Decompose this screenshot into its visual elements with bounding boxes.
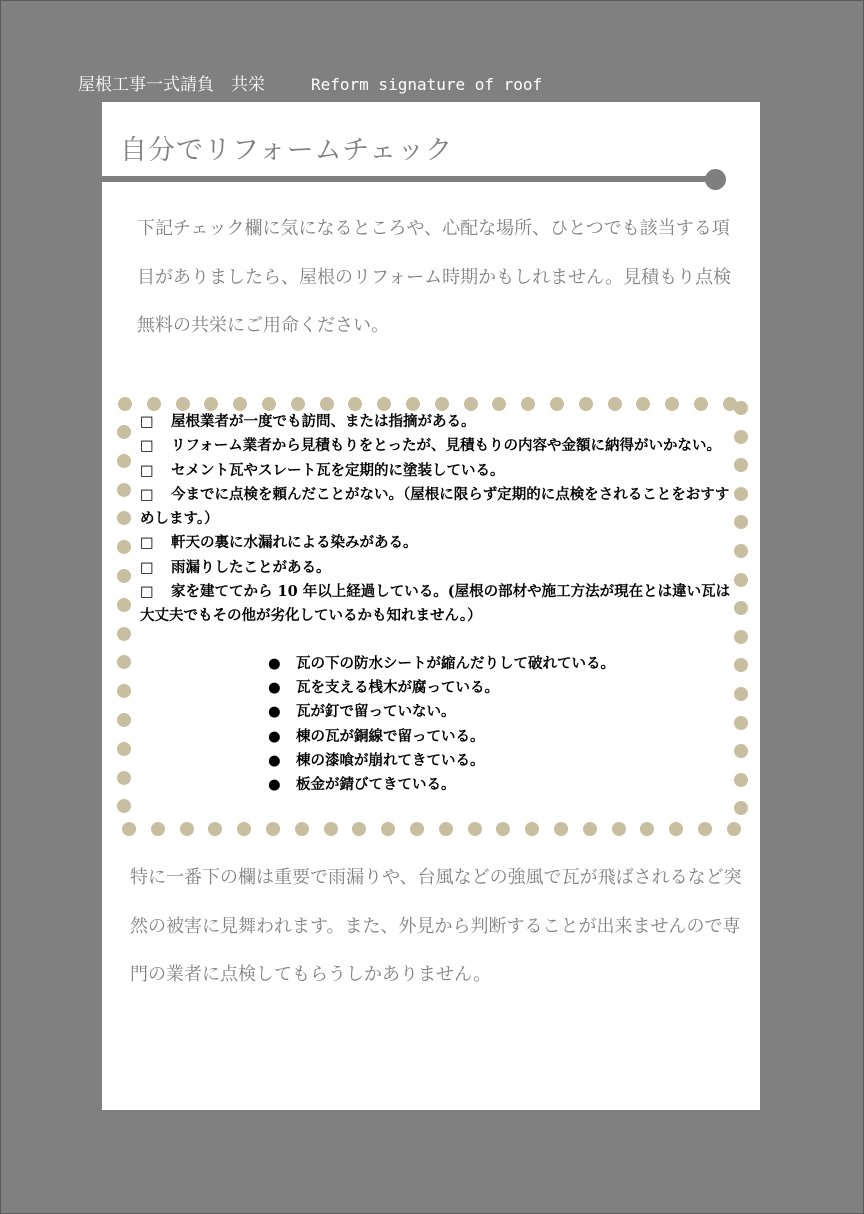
checklist-item xyxy=(140,531,732,555)
border-dot xyxy=(118,397,132,411)
header-subtitle: Reform signature of roof xyxy=(311,75,543,94)
border-dot xyxy=(698,822,712,836)
checklist xyxy=(140,410,732,629)
border-dot xyxy=(117,425,131,439)
checklist-item xyxy=(140,580,732,629)
bullet-item xyxy=(268,652,615,676)
bullet-item-text: 棟の瓦が銅線で留っている。 xyxy=(296,727,485,745)
checkbox-icon: □ xyxy=(140,534,154,552)
bullet-icon: ● xyxy=(268,727,281,745)
border-dot xyxy=(117,454,131,468)
bullet-item xyxy=(268,749,615,773)
border-dot xyxy=(122,822,136,836)
checklist-item xyxy=(140,410,732,434)
border-dot xyxy=(734,630,748,644)
border-dot xyxy=(320,397,334,411)
border-dot xyxy=(612,822,626,836)
border-dot xyxy=(468,822,482,836)
border-dot xyxy=(464,397,478,411)
border-dot xyxy=(117,713,131,727)
bullet-item xyxy=(268,700,615,724)
bullet-icon: ● xyxy=(268,776,281,794)
bullet-list xyxy=(268,652,615,797)
checkbox-icon: □ xyxy=(140,485,154,503)
border-dot xyxy=(180,822,194,836)
border-dot xyxy=(734,687,748,701)
border-dot xyxy=(262,397,276,411)
checklist-item xyxy=(140,556,732,580)
border-dot xyxy=(608,397,622,411)
border-dot xyxy=(734,716,748,730)
border-dot xyxy=(734,773,748,787)
border-dot xyxy=(550,397,564,411)
border-dot xyxy=(117,742,131,756)
border-dot xyxy=(291,397,305,411)
border-dot xyxy=(694,397,708,411)
border-dot xyxy=(117,627,131,641)
bullet-item xyxy=(268,676,615,700)
checklist-item-text: 屋根業者が一度でも訪問、または指摘がある。 xyxy=(171,413,476,430)
checklist-item-text: 軒天の裏に水漏れによる染みがある。 xyxy=(171,534,418,552)
border-dot xyxy=(439,822,453,836)
page-title: 自分でリフォームチェック xyxy=(120,135,454,166)
border-dot xyxy=(117,771,131,785)
border-dot xyxy=(579,397,593,411)
bullet-item-text: 瓦の下の防水シートが縮んだりして破れている。 xyxy=(296,655,615,672)
bullet-icon: ● xyxy=(268,751,281,769)
bullet-item-text: 瓦を支える桟木が腐っている。 xyxy=(296,679,499,697)
checkbox-icon: □ xyxy=(140,583,154,601)
border-dot xyxy=(147,397,161,411)
checklist-item-text: セメント瓦やスレート瓦を定期的に塗装している。 xyxy=(171,461,505,479)
bullet-item xyxy=(268,725,615,749)
outro-paragraph: 特に一番下の欄は重要で雨漏りや、台風などの強風で瓦が飛ばされるなど突然の被害に見舞われます。また、外見から判断することが出来ませんので専門の業者に点検してもらうしかありません。 xyxy=(130,867,742,985)
bullet-item-text: 板金が錆びてきている。 xyxy=(296,776,456,794)
border-dot xyxy=(727,822,741,836)
border-dot xyxy=(734,401,748,415)
bullet-item-text: 棟の漆喰が崩れてきている。 xyxy=(296,751,485,769)
checklist-item-text: リフォーム業者から見積もりをとったが、見積もりの内容や金額に納得がいかない。 xyxy=(171,437,721,455)
border-dot xyxy=(406,397,420,411)
border-dot xyxy=(295,822,309,836)
border-dot xyxy=(117,569,131,583)
bullet-icon: ● xyxy=(268,679,281,697)
border-dot xyxy=(583,822,597,836)
bullet-icon: ● xyxy=(268,655,281,672)
checklist-item-text: 今までに点検を頼んだことがない。（屋根に限らず定期的に点検をされることをおすすめします。） xyxy=(140,485,730,528)
border-dot xyxy=(151,822,165,836)
intro-paragraph: 下記チェック欄に気になるところや、心配な場所、ひとつでも該当する項目がありましたら、屋根のリフォーム時期かもしれません。見積もり点検無料の共栄にご用命ください。 xyxy=(137,218,732,336)
border-dot xyxy=(734,573,748,587)
border-dot xyxy=(734,544,748,558)
checkbox-icon: □ xyxy=(140,437,154,455)
checklist-item xyxy=(140,434,732,458)
checklist-item-text: 家を建ててから 10 年以上経過している。(屋根の部材や施工方法が現在とは違い瓦は大丈夫でもその他が劣化しているかも知れません。） xyxy=(140,583,731,625)
border-dot xyxy=(324,822,338,836)
title-rule-end-dot xyxy=(705,169,726,190)
border-dot xyxy=(176,397,190,411)
bullet-icon: ● xyxy=(268,703,281,721)
border-dot xyxy=(117,483,131,497)
border-dot xyxy=(734,430,748,444)
checklist-item xyxy=(140,483,732,532)
title-rule xyxy=(102,176,714,182)
checklist-item xyxy=(140,459,732,483)
page-header xyxy=(78,70,542,95)
bullet-item-text: 瓦が釘で留っていない。 xyxy=(296,703,456,721)
border-dot xyxy=(554,822,568,836)
border-dot xyxy=(435,397,449,411)
border-dot xyxy=(266,822,280,836)
border-dot xyxy=(410,822,424,836)
checklist-item-text: 雨漏りしたことがある。 xyxy=(171,558,331,576)
checkbox-icon: □ xyxy=(140,558,154,576)
border-dot xyxy=(734,487,748,501)
company-name: 屋根工事一式請負 共栄 xyxy=(78,75,265,95)
checkbox-icon: □ xyxy=(140,461,154,479)
checkbox-icon: □ xyxy=(140,413,154,430)
border-dot xyxy=(117,598,131,612)
bullet-item xyxy=(268,773,615,797)
